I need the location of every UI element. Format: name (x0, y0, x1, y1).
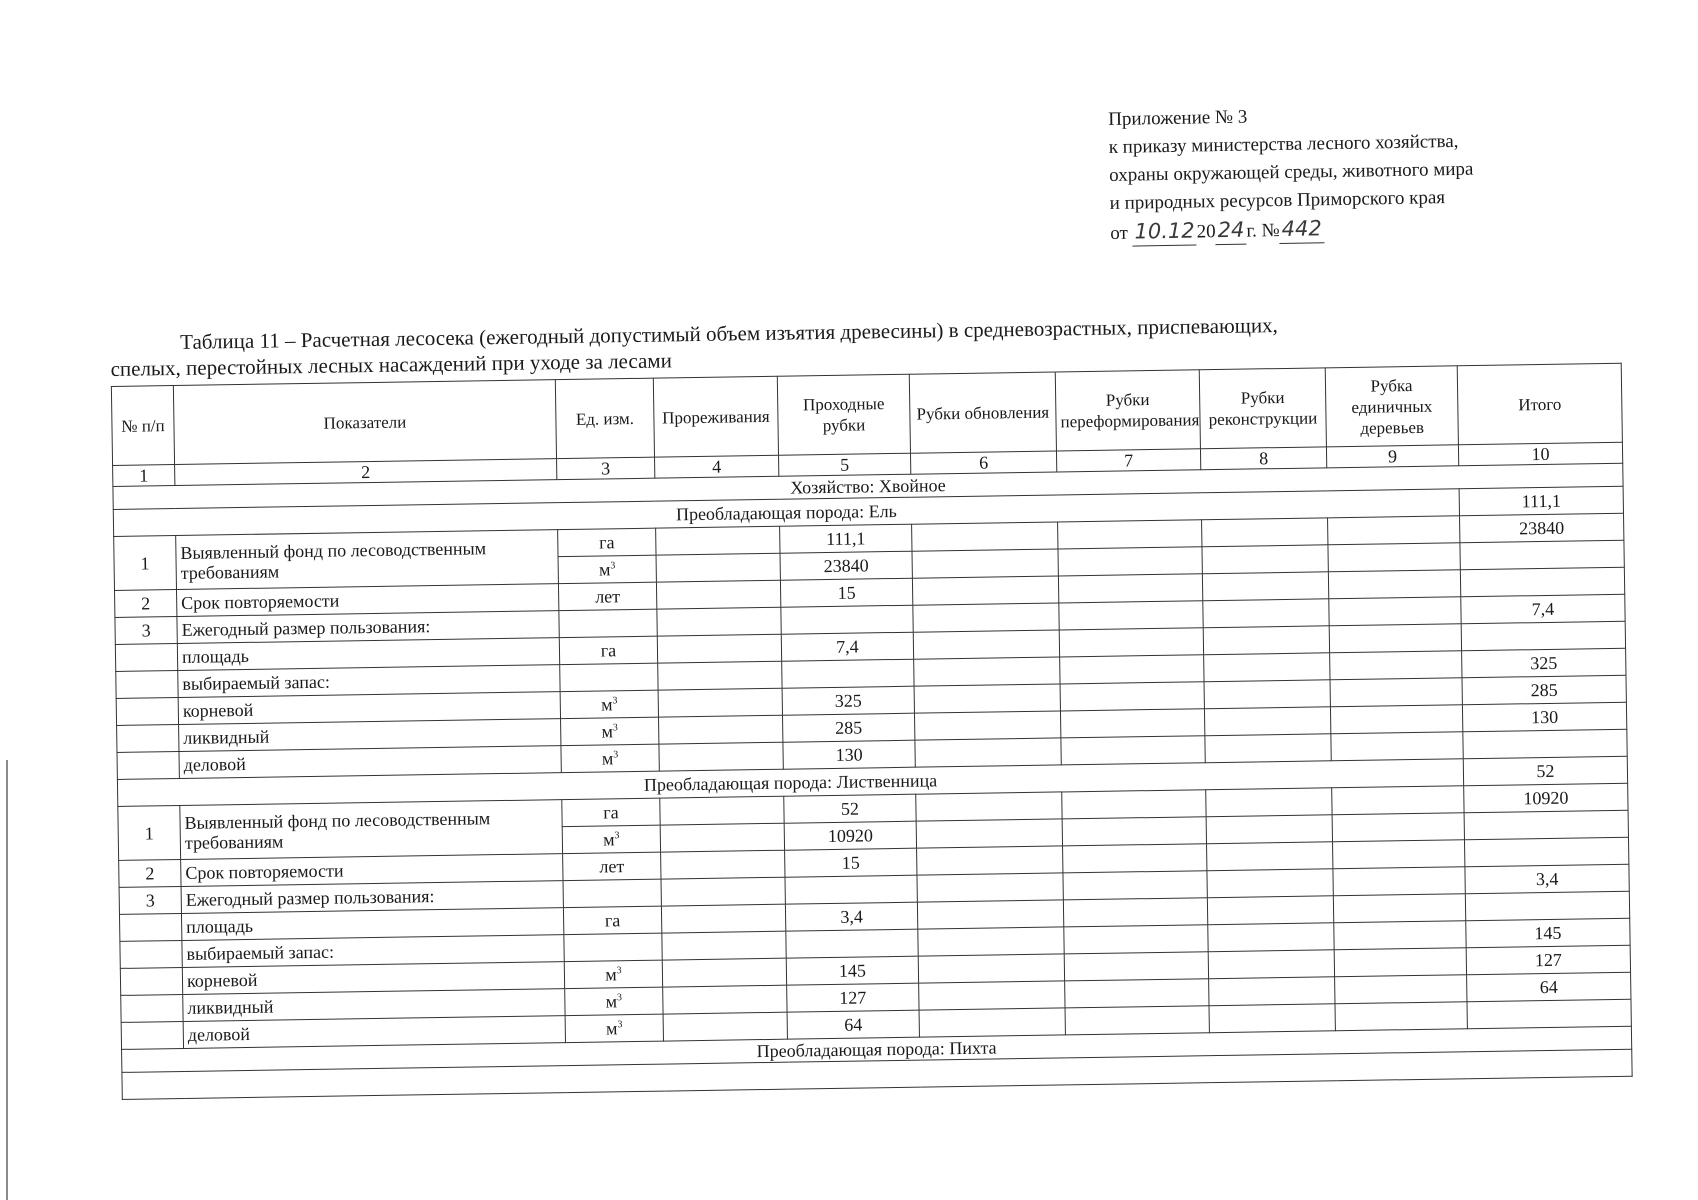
column-number: 6 (910, 451, 1056, 474)
empty-cell (121, 1021, 183, 1049)
empty-cell (1203, 599, 1329, 628)
empty-cell (917, 873, 1063, 902)
empty-cell (563, 879, 661, 908)
row-label: деловой (183, 1016, 565, 1049)
empty-cell (1334, 921, 1466, 950)
empty-cell (661, 877, 785, 906)
column-number: 4 (655, 455, 779, 478)
row-label: Срок повторяемости (176, 584, 558, 617)
empty-cell (1065, 979, 1209, 1008)
header-thinning: Прореживания (653, 376, 778, 457)
value-cell: 10920 (784, 821, 916, 850)
empty-cell (1333, 867, 1465, 896)
empty-cell (1332, 813, 1464, 842)
unit-cell: $м^3$ (565, 1014, 663, 1043)
empty-cell (656, 580, 780, 609)
empty-cell (560, 663, 658, 692)
empty-cell (1202, 572, 1328, 601)
empty-cell (1060, 682, 1204, 711)
empty-cell (1331, 732, 1463, 761)
date-year-prefix: 20 (1196, 221, 1216, 243)
unit-cell: $м^3$ (558, 555, 656, 584)
empty-cell (914, 711, 1060, 740)
value-cell: 325 (782, 686, 914, 715)
empty-cell (912, 576, 1058, 605)
empty-cell (1460, 540, 1624, 570)
empty-cell (1065, 1006, 1209, 1035)
value-cell: 111,1 (780, 524, 912, 553)
empty-cell (662, 958, 786, 987)
value-cell: 3,4 (785, 902, 917, 931)
empty-cell (1064, 952, 1208, 981)
empty-cell (1063, 844, 1207, 873)
unit-cell: $м^3$ (562, 825, 660, 854)
empty-cell (1058, 547, 1202, 576)
empty-cell (117, 724, 179, 752)
total-cell: 10920 (1464, 783, 1628, 813)
total-cell: 52 (1463, 756, 1627, 786)
column-number: 7 (1056, 449, 1200, 472)
empty-cell (917, 900, 1063, 929)
empty-cell (785, 875, 917, 904)
unit-cell: $м^3$ (561, 717, 659, 746)
empty-cell (1202, 518, 1328, 547)
row-number: 2 (115, 590, 177, 618)
empty-cell (916, 819, 1062, 848)
farm-label: Хозяйство: Хвойное (113, 463, 1623, 509)
total-cell: 285 (1462, 675, 1626, 705)
column-number: 8 (1200, 447, 1326, 470)
row-label: площадь (181, 908, 563, 941)
empty-cell (116, 697, 178, 725)
unit-cell: $м^3$ (561, 744, 659, 773)
column-number: 3 (557, 457, 655, 480)
empty-cell (1204, 680, 1330, 709)
empty-cell (914, 684, 1060, 713)
empty-cell (1465, 891, 1629, 921)
empty-cell (1328, 516, 1460, 545)
empty-cell (1333, 894, 1465, 923)
empty-cell (1209, 1004, 1335, 1033)
empty-cell (657, 607, 781, 636)
section-title: Преобладающая порода: Лиственница (117, 759, 1463, 807)
empty-cell (120, 967, 182, 995)
empty-cell (117, 751, 179, 779)
column-number: 2 (175, 459, 557, 486)
empty-cell (120, 940, 182, 968)
total-cell: 3,4 (1465, 864, 1629, 894)
row-label: ликвидный (183, 989, 565, 1022)
appendix-line: и природных ресурсов Приморского края (1109, 187, 1446, 214)
column-number: 10 (1458, 442, 1622, 466)
empty-cell (1464, 837, 1628, 867)
empty-cell (659, 715, 783, 744)
header-unit: Ед. изм. (555, 378, 654, 458)
unit-cell: га (563, 906, 661, 935)
empty-cell (1461, 621, 1625, 651)
total-cell: 145 (1466, 918, 1630, 948)
empty-cell (918, 954, 1064, 983)
empty-cell (119, 913, 181, 941)
empty-cell (1203, 626, 1329, 655)
empty-cell (1059, 601, 1203, 630)
unit-cell: лет (563, 852, 661, 881)
value-cell: 130 (783, 740, 915, 769)
empty-cell (913, 630, 1059, 659)
empty-cell (916, 792, 1062, 821)
value-cell: 7,4 (781, 632, 913, 661)
empty-cell (1058, 574, 1202, 603)
empty-cell (1208, 923, 1334, 952)
appendix-line: к приказу министерства лесного хозяйства, (1108, 130, 1459, 158)
table-document (110, 307, 1632, 1100)
empty-cell (1204, 653, 1330, 682)
empty-cell (659, 742, 783, 771)
empty-cell (658, 688, 782, 717)
empty-cell (1207, 842, 1333, 871)
appendix-title: Приложение № 3 (1108, 106, 1248, 130)
empty-cell (656, 553, 780, 582)
unit-cell: $м^3$ (564, 960, 662, 989)
empty-cell (1332, 786, 1464, 815)
empty-cell (1335, 1002, 1467, 1031)
caption-line: спелых, перестойных лесных насаждений при уходе за лесами (110, 348, 673, 381)
row-label: корневой (178, 692, 560, 725)
empty-cell (1060, 655, 1204, 684)
empty-cell (663, 1012, 787, 1041)
empty-cell (1330, 651, 1462, 680)
row-number: 3 (115, 617, 177, 645)
column-number: 1 (113, 465, 175, 487)
empty-cell (1208, 950, 1334, 979)
unit-cell: га (562, 798, 660, 827)
date-suffix: г. № (1246, 220, 1280, 242)
value-cell: 52 (784, 794, 916, 823)
empty-cell (1202, 545, 1328, 574)
empty-cell (1059, 628, 1203, 657)
header-indicators: Показатели (173, 380, 556, 465)
row-number: 1 (118, 805, 181, 860)
empty-cell (1061, 736, 1205, 765)
row-label: Выявленный фонд по лесоводственным требованиям (176, 530, 559, 590)
empty-cell (1209, 977, 1335, 1006)
empty-cell (1460, 567, 1624, 597)
empty-cell (1330, 678, 1462, 707)
handwritten-year: 24 (1215, 216, 1246, 246)
empty-cell (1328, 570, 1460, 599)
empty-cell (1063, 871, 1207, 900)
handwritten-order-number: 442 (1279, 214, 1324, 244)
value-cell: 15 (780, 578, 912, 607)
empty-cell (116, 670, 178, 698)
column-number: 5 (779, 453, 911, 476)
section-title: Преобладающая порода: Пихта (122, 1026, 1632, 1072)
total-cell: 23840 (1460, 513, 1624, 543)
empty-cell (1062, 817, 1206, 846)
empty-cell (1058, 520, 1202, 549)
empty-cell (1334, 948, 1466, 977)
unit-cell: $м^3$ (565, 987, 663, 1016)
empty-cell (1062, 790, 1206, 819)
row-label: Срок повторяемости (181, 854, 563, 887)
row-number: 3 (119, 886, 181, 914)
appendix-line: охраны окружающей среды, животного мира (1109, 158, 1474, 186)
empty-cell (914, 657, 1060, 686)
total-cell: 64 (1467, 972, 1631, 1002)
date-prefix: от (1110, 222, 1128, 244)
unit-cell: га (559, 636, 657, 665)
header-single-trees: Рубка единичных деревьев (1325, 366, 1458, 447)
allowable-cut-table (111, 363, 1633, 1100)
row-label: площадь (177, 638, 559, 671)
empty-cell (912, 549, 1058, 578)
value-cell: 285 (782, 713, 914, 742)
header-num: № п/п (111, 386, 174, 466)
header-reformation: Рубки переформирования (1055, 370, 1200, 451)
unit-cell: $м^3$ (560, 690, 658, 719)
empty-cell (1333, 840, 1465, 869)
empty-cell (1064, 925, 1208, 954)
empty-cell (115, 644, 177, 672)
caption-line: Таблица 11 – Расчетная лесосека (ежегодный допустимый объем изъятия древесины) в средневозрастных, приспевающих, (180, 313, 1279, 354)
header-reconstruction: Рубки реконструкции (1199, 368, 1326, 449)
empty-cell (917, 846, 1063, 875)
column-number: 9 (1326, 445, 1458, 468)
empty-cell (660, 823, 784, 852)
value-cell: 23840 (780, 551, 912, 580)
empty-cell (918, 927, 1064, 956)
unit-cell: га (558, 528, 656, 557)
header-total: Итого (1457, 363, 1622, 445)
unit-cell: лет (558, 582, 656, 611)
empty-cell (1205, 734, 1331, 763)
empty-cell (656, 526, 780, 555)
total-cell: 111,1 (1459, 486, 1623, 516)
empty-cell (661, 904, 785, 933)
empty-cell (658, 661, 782, 690)
empty-cell (663, 985, 787, 1014)
empty-cell (661, 850, 785, 879)
total-cell: 7,4 (1461, 594, 1625, 624)
empty-cell (121, 994, 183, 1022)
empty-cell (1329, 624, 1461, 653)
row-label: Выявленный фонд по лесоводственным требованиям (180, 800, 563, 860)
handwritten-date: 10.12 (1132, 216, 1197, 246)
section-title: Преобладающая порода: Ель (113, 489, 1459, 537)
empty-cell (1060, 709, 1204, 738)
total-cell: 130 (1462, 702, 1626, 732)
total-cell: 325 (1462, 648, 1626, 678)
empty-cell (662, 931, 786, 960)
empty-cell (919, 981, 1065, 1010)
total-cell: 127 (1466, 945, 1630, 975)
empty-cell (919, 1008, 1065, 1037)
empty-cell (913, 603, 1059, 632)
empty-cell (1206, 815, 1332, 844)
empty-cell (1330, 705, 1462, 734)
header-renewal: Рубки обновления (909, 372, 1056, 453)
empty-cell (564, 933, 662, 962)
empty-cell (1463, 729, 1627, 759)
row-label: ликвидный (179, 719, 561, 752)
header-passing: Проходные рубки (777, 374, 910, 455)
empty-cell (1335, 975, 1467, 1004)
appendix-block (1108, 97, 1630, 248)
empty-cell (1206, 788, 1332, 817)
empty-cell (912, 522, 1058, 551)
value-cell: 64 (787, 1010, 919, 1039)
empty-cell (1204, 707, 1330, 736)
value-cell: 127 (787, 983, 919, 1012)
scan-edge-line (6, 760, 8, 1200)
row-label: Ежегодный размер пользования: (181, 881, 563, 914)
empty-cell (1467, 999, 1631, 1029)
empty-cell (1207, 896, 1333, 925)
empty-cell (786, 929, 918, 958)
row-label: корневой (182, 962, 564, 995)
row-label: выбираемый запас: (182, 935, 564, 968)
row-label: выбираемый запас: (178, 665, 560, 698)
empty-cell (559, 609, 657, 638)
empty-cell (660, 796, 784, 825)
empty-cell (1328, 543, 1460, 572)
empty-cell (1063, 898, 1207, 927)
value-cell: 15 (785, 848, 917, 877)
value-cell: 145 (786, 956, 918, 985)
row-label: Ежегодный размер пользования: (177, 611, 559, 644)
row-number: 1 (114, 536, 177, 591)
empty-cell (657, 634, 781, 663)
row-number: 2 (119, 859, 181, 887)
row-label: деловой (179, 746, 561, 779)
empty-cell (1329, 597, 1461, 626)
empty-cell (781, 605, 913, 634)
empty-cell (915, 738, 1061, 767)
empty-cell (782, 659, 914, 688)
empty-cell (1464, 810, 1628, 840)
empty-cell (1207, 869, 1333, 898)
